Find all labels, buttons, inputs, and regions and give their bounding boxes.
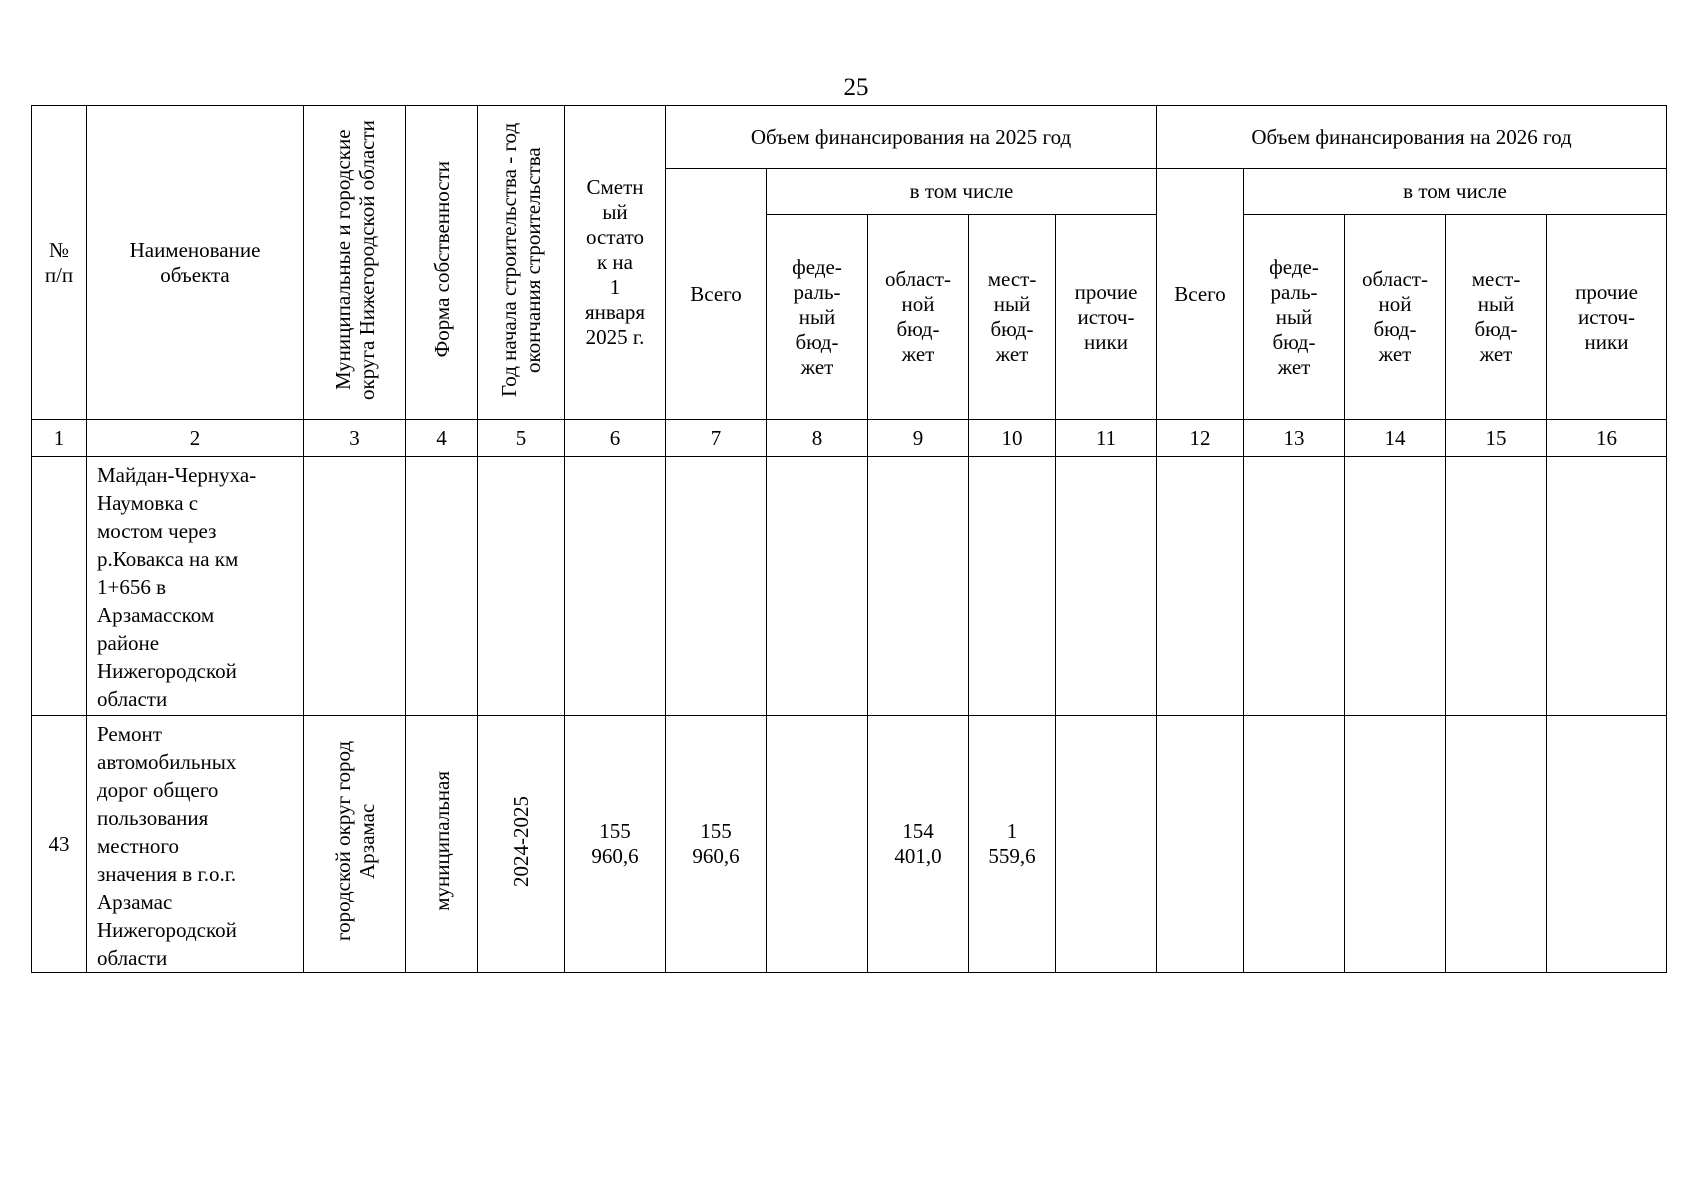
row-regional-2026 xyxy=(1345,716,1446,973)
header-ownership-text: Форма собственности xyxy=(429,161,454,358)
header-regional-2025: област- ной бюд- жет xyxy=(868,215,969,420)
row-name-text: Майдан-Чернуха- Наумовка с мостом через р.Ковакса на км 1+656 в Арзамасском районе Нижегородской области xyxy=(97,463,257,711)
row-estimate: 155 960,6 xyxy=(565,716,666,973)
column-number: 1 xyxy=(32,420,87,457)
row-federal-2026 xyxy=(1244,457,1345,716)
header-local-2025: мест- ный бюд- жет xyxy=(969,215,1056,420)
row-name-text: Ремонт автомобильных дорог общего пользования местного значения в г.о.г. Арзамас Нижегородской области xyxy=(97,722,237,970)
header-municipal-text: Муниципальные и городские округа Нижегородской области xyxy=(330,119,379,400)
row-years-text: 2024-2025 xyxy=(509,795,533,887)
header-years-text: Год начала строительства - год окончания строительства xyxy=(497,122,545,397)
header-including-2026: в том числе xyxy=(1244,169,1667,215)
header-total-2025: Всего xyxy=(666,169,767,420)
table-row xyxy=(32,716,1667,973)
header-other-2026: прочие источ- ники xyxy=(1547,215,1667,420)
header-years xyxy=(478,106,565,420)
column-number: 5 xyxy=(478,420,565,457)
header-total-2026: Всего xyxy=(1157,169,1244,420)
financing-table xyxy=(31,105,1667,973)
column-number: 12 xyxy=(1157,420,1244,457)
row-federal-2026 xyxy=(1244,716,1345,973)
row-other-2025 xyxy=(1056,716,1157,973)
row-federal-2025 xyxy=(767,457,868,716)
table-row xyxy=(32,457,1667,716)
column-number: 8 xyxy=(767,420,868,457)
column-number: 10 xyxy=(969,420,1056,457)
header-local-2026: мест- ный бюд- жет xyxy=(1446,215,1547,420)
row-federal-2025 xyxy=(767,716,868,973)
column-number: 2 xyxy=(87,420,304,457)
row-years xyxy=(478,716,565,973)
row-total-2025: 155 960,6 xyxy=(666,716,767,973)
row-other-2026 xyxy=(1547,716,1667,973)
row-local-2026 xyxy=(1446,457,1547,716)
column-number: 4 xyxy=(406,420,478,457)
column-number: 3 xyxy=(304,420,406,457)
row-estimate xyxy=(565,457,666,716)
column-number: 16 xyxy=(1547,420,1667,457)
page-number: 25 xyxy=(843,74,869,101)
column-number: 15 xyxy=(1446,420,1547,457)
column-number: 14 xyxy=(1345,420,1446,457)
row-municipal xyxy=(304,716,406,973)
row-total-2025 xyxy=(666,457,767,716)
header-fin-2025: Объем финансирования на 2025 год xyxy=(666,106,1157,169)
header-federal-2026: феде- раль- ный бюд- жет xyxy=(1244,215,1345,420)
header-regional-2026: област- ной бюд- жет xyxy=(1345,215,1446,420)
header-name: Наименование объекта xyxy=(87,106,304,420)
header-num: № п/п xyxy=(32,106,87,420)
row-local-2026 xyxy=(1446,716,1547,973)
row-num: 43 xyxy=(32,716,87,973)
column-number: 13 xyxy=(1244,420,1345,457)
row-ownership xyxy=(406,457,478,716)
row-name xyxy=(87,716,304,973)
row-num xyxy=(32,457,87,716)
column-number-row xyxy=(32,420,1667,457)
row-municipal-text: городской округ город Арзамас xyxy=(330,740,379,942)
row-other-2025 xyxy=(1056,457,1157,716)
header-estimate: Сметн ый остато к на 1 января 2025 г. xyxy=(565,106,666,420)
row-other-2026 xyxy=(1547,457,1667,716)
row-ownership xyxy=(406,716,478,973)
header-municipal xyxy=(304,106,406,420)
row-regional-2025 xyxy=(868,457,969,716)
row-years xyxy=(478,457,565,716)
header-federal-2025: феде- раль- ный бюд- жет xyxy=(767,215,868,420)
row-total-2026 xyxy=(1157,457,1244,716)
row-name xyxy=(87,457,304,716)
row-local-2025: 1 559,6 xyxy=(969,716,1056,973)
header-fin-2026: Объем финансирования на 2026 год xyxy=(1157,106,1667,169)
row-total-2026 xyxy=(1157,716,1244,973)
row-local-2025 xyxy=(969,457,1056,716)
row-municipal xyxy=(304,457,406,716)
row-ownership-text: муниципальная xyxy=(429,771,454,911)
row-regional-2025: 154 401,0 xyxy=(868,716,969,973)
column-number: 9 xyxy=(868,420,969,457)
row-regional-2026 xyxy=(1345,457,1446,716)
column-number: 7 xyxy=(666,420,767,457)
header-row-1 xyxy=(32,106,1667,169)
column-number: 6 xyxy=(565,420,666,457)
header-including-2025: в том числе xyxy=(767,169,1157,215)
header-ownership xyxy=(406,106,478,420)
column-number: 11 xyxy=(1056,420,1157,457)
header-other-2025: прочие источ- ники xyxy=(1056,215,1157,420)
